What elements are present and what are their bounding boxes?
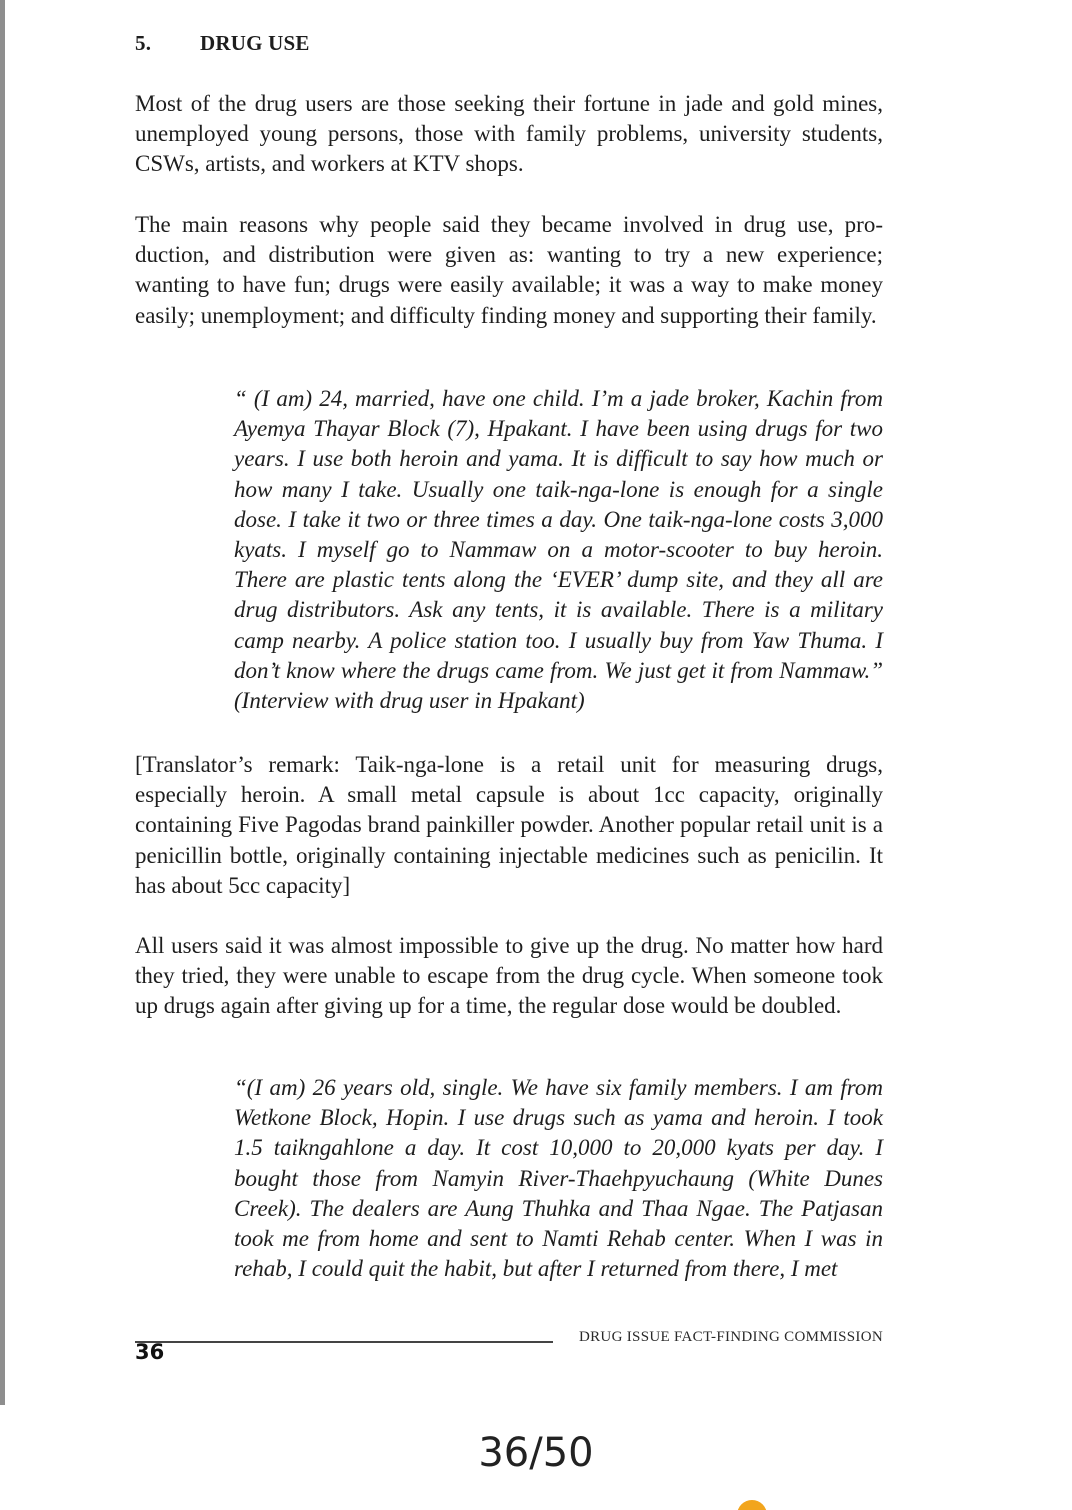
paragraph-give-up: All users said it was almost impossible to give up the drug. No matter how hard they tried, they were unable to escape from the drug cycle. When someone took up drugs again after giving up for a time, the regular dose would be doubled.	[135, 933, 883, 1019]
scroll-indicator-dot[interactable]	[737, 1500, 767, 1510]
quote-hpakant-interview: “ (I am) 24, married, have one child. I’m a jade broker, Kachin from Ayemya Thayar Block (7), Hpakant. I have been using drugs for two years. I use both heroin and yama. It is difficult to say how much or how many I take. Usually one taik-nga-lone is enough for a single dose. I take it two or three times a day. One taik-nga-lone costs 3,000 kyats. I myself go to Nammaw on a motor-scooter to buy heroin. There are plastic tents along the ‘EVER’ dump site, and they all are drug distributors. Ask any tents, it is available. There is a military camp nearby. A police station too. I usually buy from Yaw Thuma. I don’t know where the drugs came from. We just get it from Nammaw.” (Interview with drug user in Hpakant)	[234, 386, 883, 714]
paragraph-translator-remark: [Translator’s remark: Taik-nga-lone is a retail unit for measuring drugs, especially heroin. A small metal capsule is about 1cc capacity, originally containing Five Pagodas brand painkiller powder. Another popular retail unit is a penicillin bottle, originally containing injectable medicines such as penicilin. It has about 5cc capacity]	[135, 752, 883, 898]
section-heading	[135, 31, 310, 56]
footer-publication: DRUG ISSUE FACT-FINDING COMMISSION	[579, 1329, 883, 1345]
quote-hopin-interview: “(I am) 26 years old, single. We have six family members. I am from Wetkone Block, Hopin. I use drugs such as yama and heroin. I took 1.5 taikngahlone a day. It cost 10,000 to 20,000 kyats per day. I bought those from Namyin River-Thaehpyuchaung (White Dunes Creek). The dealers are Aung Thuhka and Thaa Ngae. The Patjasan took me from home and sent to Namti Rehab center. When I was in rehab, I could quit the habit, but after I returned from there, I met	[234, 1075, 883, 1282]
footer-rule	[135, 1341, 553, 1343]
section-title: DRUG USE	[200, 31, 310, 55]
paragraph-reasons: The main reasons why people said they became involved in drug use, production, and distribution were given as: wanting to try a new experience; wanting to have fun; drugs were easily available; it was a way to make money easily; unemployment; and difficulty finding money and supporting their family.	[135, 212, 883, 328]
footer-page-number: 36	[135, 1340, 165, 1364]
section-number: 5.	[135, 31, 152, 55]
page-counter: 36/50	[478, 1430, 594, 1476]
paragraph-drug-users: Most of the drug users are those seeking their fortune in jade and gold mines, unemployed young persons, those with family problems, university students, CSWs, artists, and workers at KTV shops.	[135, 91, 883, 177]
